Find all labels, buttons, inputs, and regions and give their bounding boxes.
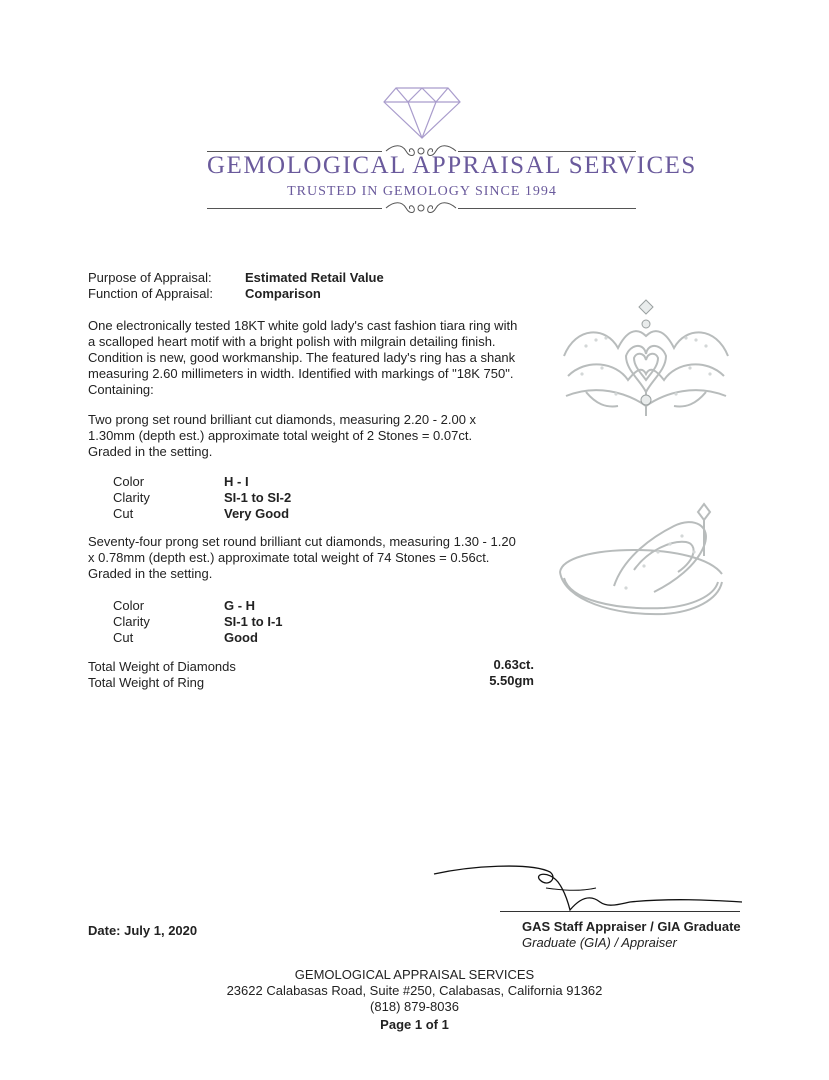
purpose-value: Estimated Retail Value (245, 270, 384, 285)
stone-group-description: Seventy-four prong set round brilliant cut diamonds, measuring 1.30 - 1.20 x 0.78mm (depth est.) approximate total weight of 74 Stones = 0.56ct. Graded in the setting. (88, 534, 516, 581)
appraiser-credentials: Graduate (GIA) / Appraiser (522, 935, 677, 950)
cut-label: Cut (113, 630, 134, 645)
appraisal-date: Date: July 1, 2020 (88, 923, 198, 938)
ring-photo-side (554, 496, 734, 631)
footer-address: 23622 Calabasas Road, Suite #250, Calabasas, California 91362 (226, 983, 603, 998)
flourish-ornament (384, 199, 458, 222)
cut-value: Very Good (224, 506, 290, 521)
purpose-label: Purpose of Appraisal: (88, 270, 212, 285)
cut-label: Cut (113, 506, 134, 521)
stone-group-description: Two prong set round brilliant cut diamonds, measuring 2.20 - 2.00 x 1.30mm (depth est.) approximate total weight of 2 Stones = 0.07ct. Graded in the setting. (88, 412, 477, 459)
divider (207, 208, 382, 209)
company-title: GEMOLOGICAL APPRAISAL SERVICES (207, 152, 697, 179)
clarity-value: SI-1 to I-1 (224, 614, 283, 629)
total-diamonds-label: Total Weight of Diamonds (88, 659, 236, 674)
item-description: One electronically tested 18KT white gold lady's cast fashion tiara ring with a scalloped heart motif with a bright polish with milgrain detailing finish. Condition is new, good workmanship. The featured lady's ring has a shank measuring 2.60 millimeters in width. Identified with markings of "18K 750". Containing: (88, 318, 518, 397)
function-value: Comparison (245, 286, 321, 301)
company-tagline: TRUSTED IN GEMOLOGY SINCE 1994 (287, 184, 557, 199)
color-value: G - H (224, 598, 256, 613)
footer-phone: (818) 879-8036 (370, 999, 459, 1014)
appraiser-signature (430, 858, 750, 923)
appraiser-title: GAS Staff Appraiser / GIA Graduate (522, 919, 741, 934)
color-value: H - I (224, 474, 249, 489)
cut-value: Good (224, 630, 258, 645)
signature-line (500, 911, 740, 912)
clarity-value: SI-1 to SI-2 (224, 490, 292, 505)
function-label: Function of Appraisal: (88, 286, 214, 301)
page-number: Page 1 of 1 (380, 1017, 449, 1032)
total-diamonds-value: 0.63ct. (493, 657, 534, 672)
footer-company: GEMOLOGICAL APPRAISAL SERVICES (294, 967, 535, 982)
total-ring-value: 5.50gm (489, 673, 534, 688)
total-ring-label: Total Weight of Ring (88, 675, 205, 690)
color-label: Color (113, 474, 145, 489)
clarity-label: Clarity (113, 490, 150, 505)
clarity-label: Clarity (113, 614, 150, 629)
divider (458, 208, 636, 209)
diamond-icon (382, 84, 462, 145)
ring-photo-front (556, 296, 736, 449)
color-label: Color (113, 598, 145, 613)
